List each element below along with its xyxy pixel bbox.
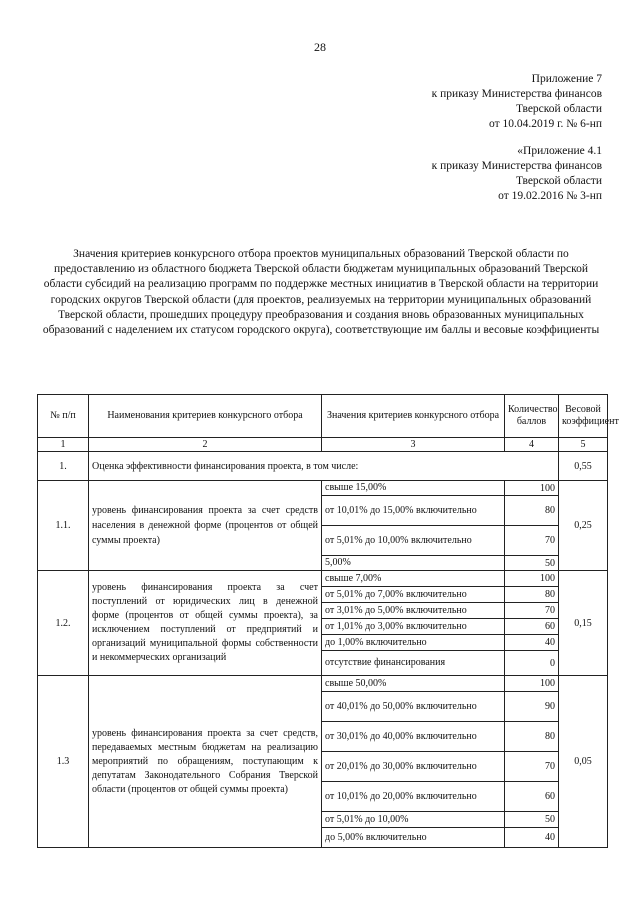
value-cell: от 5,01% до 10,00%	[322, 812, 505, 828]
row-1-2-criteria: уровень финансирования проекта за счет поступлений от юридических лиц в денежной форме (процентов от общей суммы проекта), за исключением поступлений от предприятий и организаций муниципальной формы собственности и некоммерческих организаций	[89, 571, 322, 676]
appendix-7-line-1: Приложение 7	[531, 73, 602, 85]
row-1-3-criteria: уровень финансирования проекта за счет средств, передаваемых местным бюджетам на реализацию мероприятий по обращениям, поступающим к депутатам Законодательного Собрания Тверской области (процентов от общей суммы проекта)	[89, 676, 322, 848]
appendix-4-1-line-3: Тверской области	[516, 175, 602, 187]
appendix-4-1-block	[432, 144, 602, 204]
score-cell: 80	[505, 722, 559, 752]
header-values: Значения критериев конкурсного отбора	[322, 395, 505, 438]
score-cell: 70	[505, 526, 559, 556]
table-row	[38, 571, 608, 587]
score-cell: 100	[505, 676, 559, 692]
value-cell: от 5,01% до 7,00% включительно	[322, 587, 505, 603]
table-row	[38, 676, 608, 692]
appendix-4-1-line-4: от 19.02.2016 № 3-нп	[498, 190, 602, 202]
index-cell: 5	[559, 438, 608, 452]
appendix-7-line-3: Тверской области	[516, 103, 602, 115]
value-cell: до 5,00% включительно	[322, 828, 505, 848]
index-cell: 4	[505, 438, 559, 452]
value-cell: свыше 15,00%	[322, 481, 505, 496]
section-1-num: 1.	[38, 452, 89, 481]
appendix-7-line-2: к приказу Министерства финансов	[431, 88, 602, 100]
score-cell: 0	[505, 651, 559, 676]
index-cell: 1	[38, 438, 89, 452]
value-cell: от 5,01% до 10,00% включительно	[322, 526, 505, 556]
value-cell: от 20,01% до 30,00% включительно	[322, 752, 505, 782]
table-row	[38, 481, 608, 496]
appendix-4-1-line-1: «Приложение 4.1	[517, 145, 602, 157]
table-index-row	[38, 438, 608, 452]
appendix-7-line-4: от 10.04.2019 г. № 6-нп	[488, 118, 602, 130]
section-1-row	[38, 452, 608, 481]
value-cell: от 40,01% до 50,00% включительно	[322, 692, 505, 722]
index-cell: 2	[89, 438, 322, 452]
value-cell: 5,00%	[322, 556, 505, 571]
row-1-3-num: 1.3	[38, 676, 89, 848]
value-cell: свыше 50,00%	[322, 676, 505, 692]
score-cell: 80	[505, 587, 559, 603]
section-1-title: Оценка эффективности финансирования проекта, в том числе:	[89, 452, 559, 481]
score-cell: 60	[505, 782, 559, 812]
header-score: Количество баллов	[505, 395, 559, 438]
table-header-row	[38, 395, 608, 438]
score-cell: 40	[505, 635, 559, 651]
score-cell: 50	[505, 812, 559, 828]
page-number: 28	[314, 40, 326, 54]
value-cell: от 10,01% до 20,00% включительно	[322, 782, 505, 812]
value-cell: от 10,01% до 15,00% включительно	[322, 496, 505, 526]
row-1-1-num: 1.1.	[38, 481, 89, 571]
document-title: Значения критериев конкурсного отбора проектов муниципальных образований Тверской области по предоставлению из областного бюджета Тверской области бюджетам муниципальных образований Тверской области субсидий на реализацию программ по поддержке местных инициатив в Тверской области на территории городских округов Тверской области (для проектов, реализуемых на территории муниципальных образований Тверской области, прошедших процедуру преобразования и создания вновь образованных муниципальных образований с наделением их статусом городского округа), соответствующие им баллы и весовые коэффициенты	[42, 248, 600, 337]
value-cell: от 1,01% до 3,00% включительно	[322, 619, 505, 635]
appendix-7-block	[432, 72, 602, 132]
score-cell: 60	[505, 619, 559, 635]
score-cell: 90	[505, 692, 559, 722]
score-cell: 100	[505, 571, 559, 587]
value-cell: до 1,00% включительно	[322, 635, 505, 651]
value-cell: свыше 7,00%	[322, 571, 505, 587]
appendix-4-1-line-2: к приказу Министерства финансов	[431, 160, 602, 172]
value-cell: от 3,01% до 5,00% включительно	[322, 603, 505, 619]
score-cell: 80	[505, 496, 559, 526]
value-cell: от 30,01% до 40,00% включительно	[322, 722, 505, 752]
score-cell: 40	[505, 828, 559, 848]
header-weight: Весовой коэффициент	[559, 395, 608, 438]
header-num: № п/п	[38, 395, 89, 438]
row-1-2-weight: 0,15	[559, 571, 608, 676]
section-1-weight: 0,55	[559, 452, 608, 481]
row-1-1-criteria: уровень финансирования проекта за счет средств населения в денежной форме (процентов от общей суммы проекта)	[89, 481, 322, 571]
index-cell: 3	[322, 438, 505, 452]
score-cell: 100	[505, 481, 559, 496]
row-1-2-num: 1.2.	[38, 571, 89, 676]
row-1-3-weight: 0,05	[559, 676, 608, 848]
header-criteria: Наименования критериев конкурсного отбора	[89, 395, 322, 438]
score-cell: 70	[505, 603, 559, 619]
score-cell: 70	[505, 752, 559, 782]
row-1-1-weight: 0,25	[559, 481, 608, 571]
value-cell: отсутствие финансирования	[322, 651, 505, 676]
score-cell: 50	[505, 556, 559, 571]
criteria-table	[37, 394, 619, 848]
